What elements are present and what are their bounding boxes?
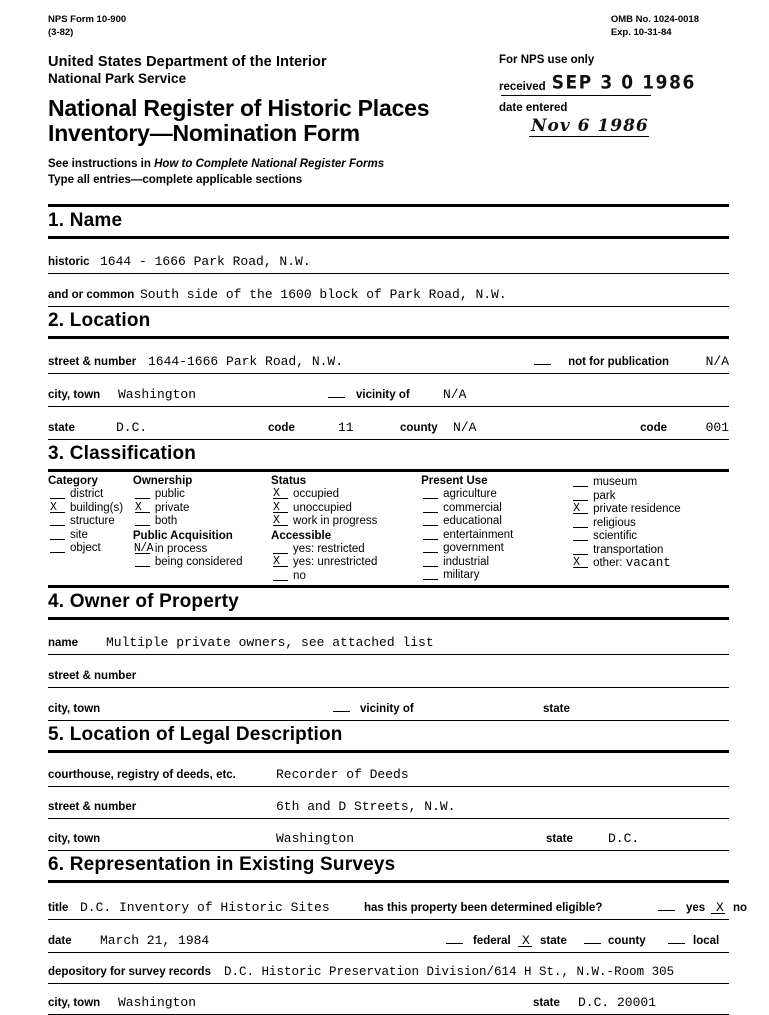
legal-state-value: D.C.: [608, 831, 640, 847]
common-name-row[interactable]: [48, 274, 729, 307]
received-stamp-value: SEP 3 0 1986: [551, 71, 696, 94]
instructions-prefix: See instructions in: [48, 158, 155, 171]
depository-value: D.C. Historic Preservation Division/614 H St., N.W.-Room 305: [224, 965, 675, 980]
option-unoccupied[interactable]: X unoccupied: [273, 500, 352, 514]
option-buildings[interactable]: X building(s): [50, 500, 124, 514]
survey-title-label: title: [48, 902, 69, 915]
option-occupied[interactable]: X occupied: [273, 487, 340, 501]
state-code-label: code: [268, 422, 295, 435]
option-yes-restricted[interactable]: yes: restricted: [271, 543, 421, 557]
local-checkbox[interactable]: [668, 943, 685, 944]
legal-street-label: street & number: [48, 801, 137, 814]
option-district[interactable]: district: [48, 488, 133, 502]
owner-street-label: street & number: [48, 670, 137, 683]
option-public[interactable]: public: [133, 488, 271, 502]
legal-city-label: city, town: [48, 833, 101, 846]
owner-name-value: Multiple private owners, see attached list: [106, 635, 434, 651]
survey-title-row[interactable]: [48, 883, 748, 920]
form-header-row: [0, 0, 769, 40]
owner-vicinity-checkbox[interactable]: [333, 711, 350, 712]
option-work-in-progress[interactable]: X work in progress: [273, 514, 378, 528]
date-entered-label: date entered: [499, 101, 568, 114]
eligible-yes-label: yes: [686, 902, 706, 915]
city-town-label: city, town: [48, 389, 101, 402]
not-for-publication-checkbox[interactable]: [534, 364, 551, 365]
public-acquisition-heading: Public Acquisition: [132, 529, 233, 542]
common-label: and or common: [48, 289, 135, 302]
option-educational[interactable]: educational: [421, 515, 571, 529]
street-number-label: street & number: [48, 356, 137, 369]
courthouse-row[interactable]: [48, 753, 729, 787]
option-commercial[interactable]: commercial: [421, 502, 571, 516]
option-religious[interactable]: religious: [571, 517, 729, 531]
category-heading: Category: [48, 475, 98, 488]
option-being-considered[interactable]: being considered: [133, 556, 271, 570]
county-code-value: 001: [705, 420, 729, 436]
option-entertainment[interactable]: entertainment: [421, 529, 571, 543]
survey-state2-label: state: [533, 997, 560, 1010]
option-other[interactable]: X other: vacant: [573, 556, 671, 571]
legal-street-value: 6th and D Streets, N.W.: [276, 799, 456, 815]
option-park[interactable]: park: [571, 490, 729, 504]
instructions-reference: How to Complete National Register Forms: [154, 158, 385, 171]
classification-column-status: [271, 475, 421, 583]
option-industrial[interactable]: industrial: [421, 556, 571, 570]
eligible-question: has this property been determined eligible?: [364, 902, 603, 915]
omb-number: OMB No. 1024-0018: [610, 14, 699, 25]
classification-column-present-use: [421, 475, 571, 583]
depository-label: depository for survey records: [48, 966, 211, 979]
section1-heading: 1. Name: [48, 210, 123, 232]
section6-heading: 6. Representation in Existing Surveys: [48, 854, 396, 876]
state-mark: X: [522, 933, 530, 949]
survey-date-value: March 21, 1984: [100, 933, 210, 949]
state-label: state: [48, 422, 75, 435]
section4-heading: 4. Owner of Property: [48, 591, 239, 613]
option-scientific[interactable]: scientific: [571, 530, 729, 544]
not-for-publication-value: N/A: [705, 354, 729, 370]
legal-city-value: Washington: [276, 831, 355, 847]
survey-date-label: date: [48, 935, 72, 948]
city-town-row[interactable]: [48, 374, 729, 407]
option-private[interactable]: X private: [134, 500, 190, 514]
owner-city-row[interactable]: [48, 688, 729, 721]
form-number: NPS Form 10-900: [48, 14, 127, 25]
form-title-line1: National Register of Historic Places: [48, 94, 430, 121]
received-label: received: [499, 80, 546, 93]
option-transportation[interactable]: transportation: [571, 544, 729, 558]
option-agriculture[interactable]: agriculture: [421, 488, 571, 502]
status-heading: Status: [271, 475, 307, 488]
instructions-line2: Type all entries—complete applicable sections: [48, 173, 303, 186]
option-site[interactable]: site: [48, 529, 133, 543]
agency-department: United States Department of the Interior: [48, 53, 327, 70]
accessible-heading: Accessible: [271, 529, 332, 542]
section5-heading: 5. Location of Legal Description: [48, 724, 343, 746]
eligible-no-mark: X: [716, 900, 724, 916]
state-value: D.C.: [116, 420, 148, 436]
ownership-heading: Ownership: [132, 475, 193, 488]
county-checkbox[interactable]: [584, 943, 601, 944]
federal-label: federal: [473, 935, 511, 948]
classification-column-category: [48, 475, 133, 583]
street-number-row[interactable]: [48, 339, 729, 374]
option-private-residence[interactable]: X private residence: [573, 502, 681, 516]
date-entered-value-wrap: [499, 116, 729, 136]
owner-name-row[interactable]: [48, 620, 729, 655]
survey-title-value: D.C. Inventory of Historic Sites: [80, 900, 330, 916]
nps-use-label: For NPS use only: [499, 53, 595, 66]
option-object[interactable]: object: [48, 542, 133, 556]
federal-checkbox[interactable]: [446, 943, 463, 944]
form-number-block: [48, 14, 126, 40]
received-underline: [501, 95, 651, 96]
nps-use-only-box: [499, 54, 729, 137]
omb-expiration: Exp. 10-31-84: [610, 26, 672, 38]
date-entered-row: [499, 102, 729, 114]
vicinity-value: N/A: [443, 387, 467, 403]
classification-grid: [48, 472, 729, 585]
historic-name-row[interactable]: [48, 239, 729, 274]
present-use-heading: Present Use: [421, 475, 488, 488]
survey-date-row[interactable]: [48, 920, 729, 953]
state-row[interactable]: [48, 407, 729, 440]
date-entered-value: Nov 6 1986: [531, 115, 649, 136]
county-value: N/A: [453, 420, 477, 436]
survey-local-label: local: [693, 935, 720, 948]
option-structure[interactable]: structure: [48, 515, 133, 529]
option-military[interactable]: military: [421, 569, 571, 583]
common-value: South side of the 1600 block of Park Road, N.W.: [140, 287, 507, 303]
section3-heading: 3. Classification: [48, 443, 197, 465]
owner-state-label: state: [543, 703, 570, 716]
agency-service: National Park Service: [48, 70, 187, 86]
historic-value: 1644 - 1666 Park Road, N.W.: [100, 254, 311, 270]
omb-block: [611, 14, 729, 40]
owner-name-label: name: [48, 637, 79, 650]
eligible-yes-checkbox[interactable]: [658, 910, 675, 911]
vicinity-checkbox[interactable]: [328, 397, 345, 398]
state-checkbox[interactable]: [518, 946, 532, 947]
vicinity-label: vicinity of: [356, 389, 410, 402]
county-label: county: [400, 422, 438, 435]
received-row: [499, 73, 729, 93]
option-museum[interactable]: museum: [571, 476, 729, 490]
courthouse-value: Recorder of Deeds: [276, 767, 409, 783]
legal-city-row[interactable]: [48, 819, 729, 851]
legal-state-label: state: [546, 833, 573, 846]
option-other-value: vacant: [625, 556, 671, 571]
survey-county-label: county: [608, 935, 646, 948]
form-title-line2: Inventory—Nomination Form: [48, 120, 360, 147]
classification-column-ownership: [133, 475, 271, 583]
city-town-value: Washington: [118, 387, 197, 403]
depository-row[interactable]: [48, 953, 729, 984]
historic-label: historic: [48, 256, 90, 269]
survey-state-label: state: [540, 935, 567, 948]
title-block: [0, 40, 769, 189]
owner-city-label: city, town: [48, 703, 101, 716]
owner-vicinity-label: vicinity of: [360, 703, 414, 716]
option-yes-unrestricted[interactable]: X yes: unrestricted: [273, 555, 378, 569]
eligible-no-label: no: [733, 902, 748, 915]
legal-street-row[interactable]: [48, 787, 729, 819]
survey-state2-value: D.C. 20001: [578, 995, 657, 1011]
state-code-value: 11: [338, 420, 354, 436]
courthouse-label: courthouse, registry of deeds, etc.: [48, 769, 236, 782]
street-number-value: 1644-1666 Park Road, N.W.: [148, 354, 344, 370]
date-entered-underline: [529, 136, 649, 137]
eligible-no-checkbox[interactable]: [711, 913, 725, 914]
form-revision: (3-82): [48, 26, 74, 38]
form-instructions: [48, 157, 729, 188]
option-government[interactable]: government: [421, 542, 571, 556]
survey-city-value: Washington: [118, 995, 197, 1011]
section2-heading: 2. Location: [48, 310, 151, 332]
option-both[interactable]: both: [133, 515, 271, 529]
not-for-publication-label: not for publication: [568, 356, 669, 369]
owner-street-row[interactable]: [48, 655, 729, 688]
survey-city-label: city, town: [48, 997, 101, 1010]
classification-column-present-use-2: [571, 475, 729, 583]
county-code-label: code: [640, 422, 667, 435]
option-no[interactable]: no: [271, 570, 421, 584]
option-in-process[interactable]: N/A in process: [133, 541, 208, 555]
